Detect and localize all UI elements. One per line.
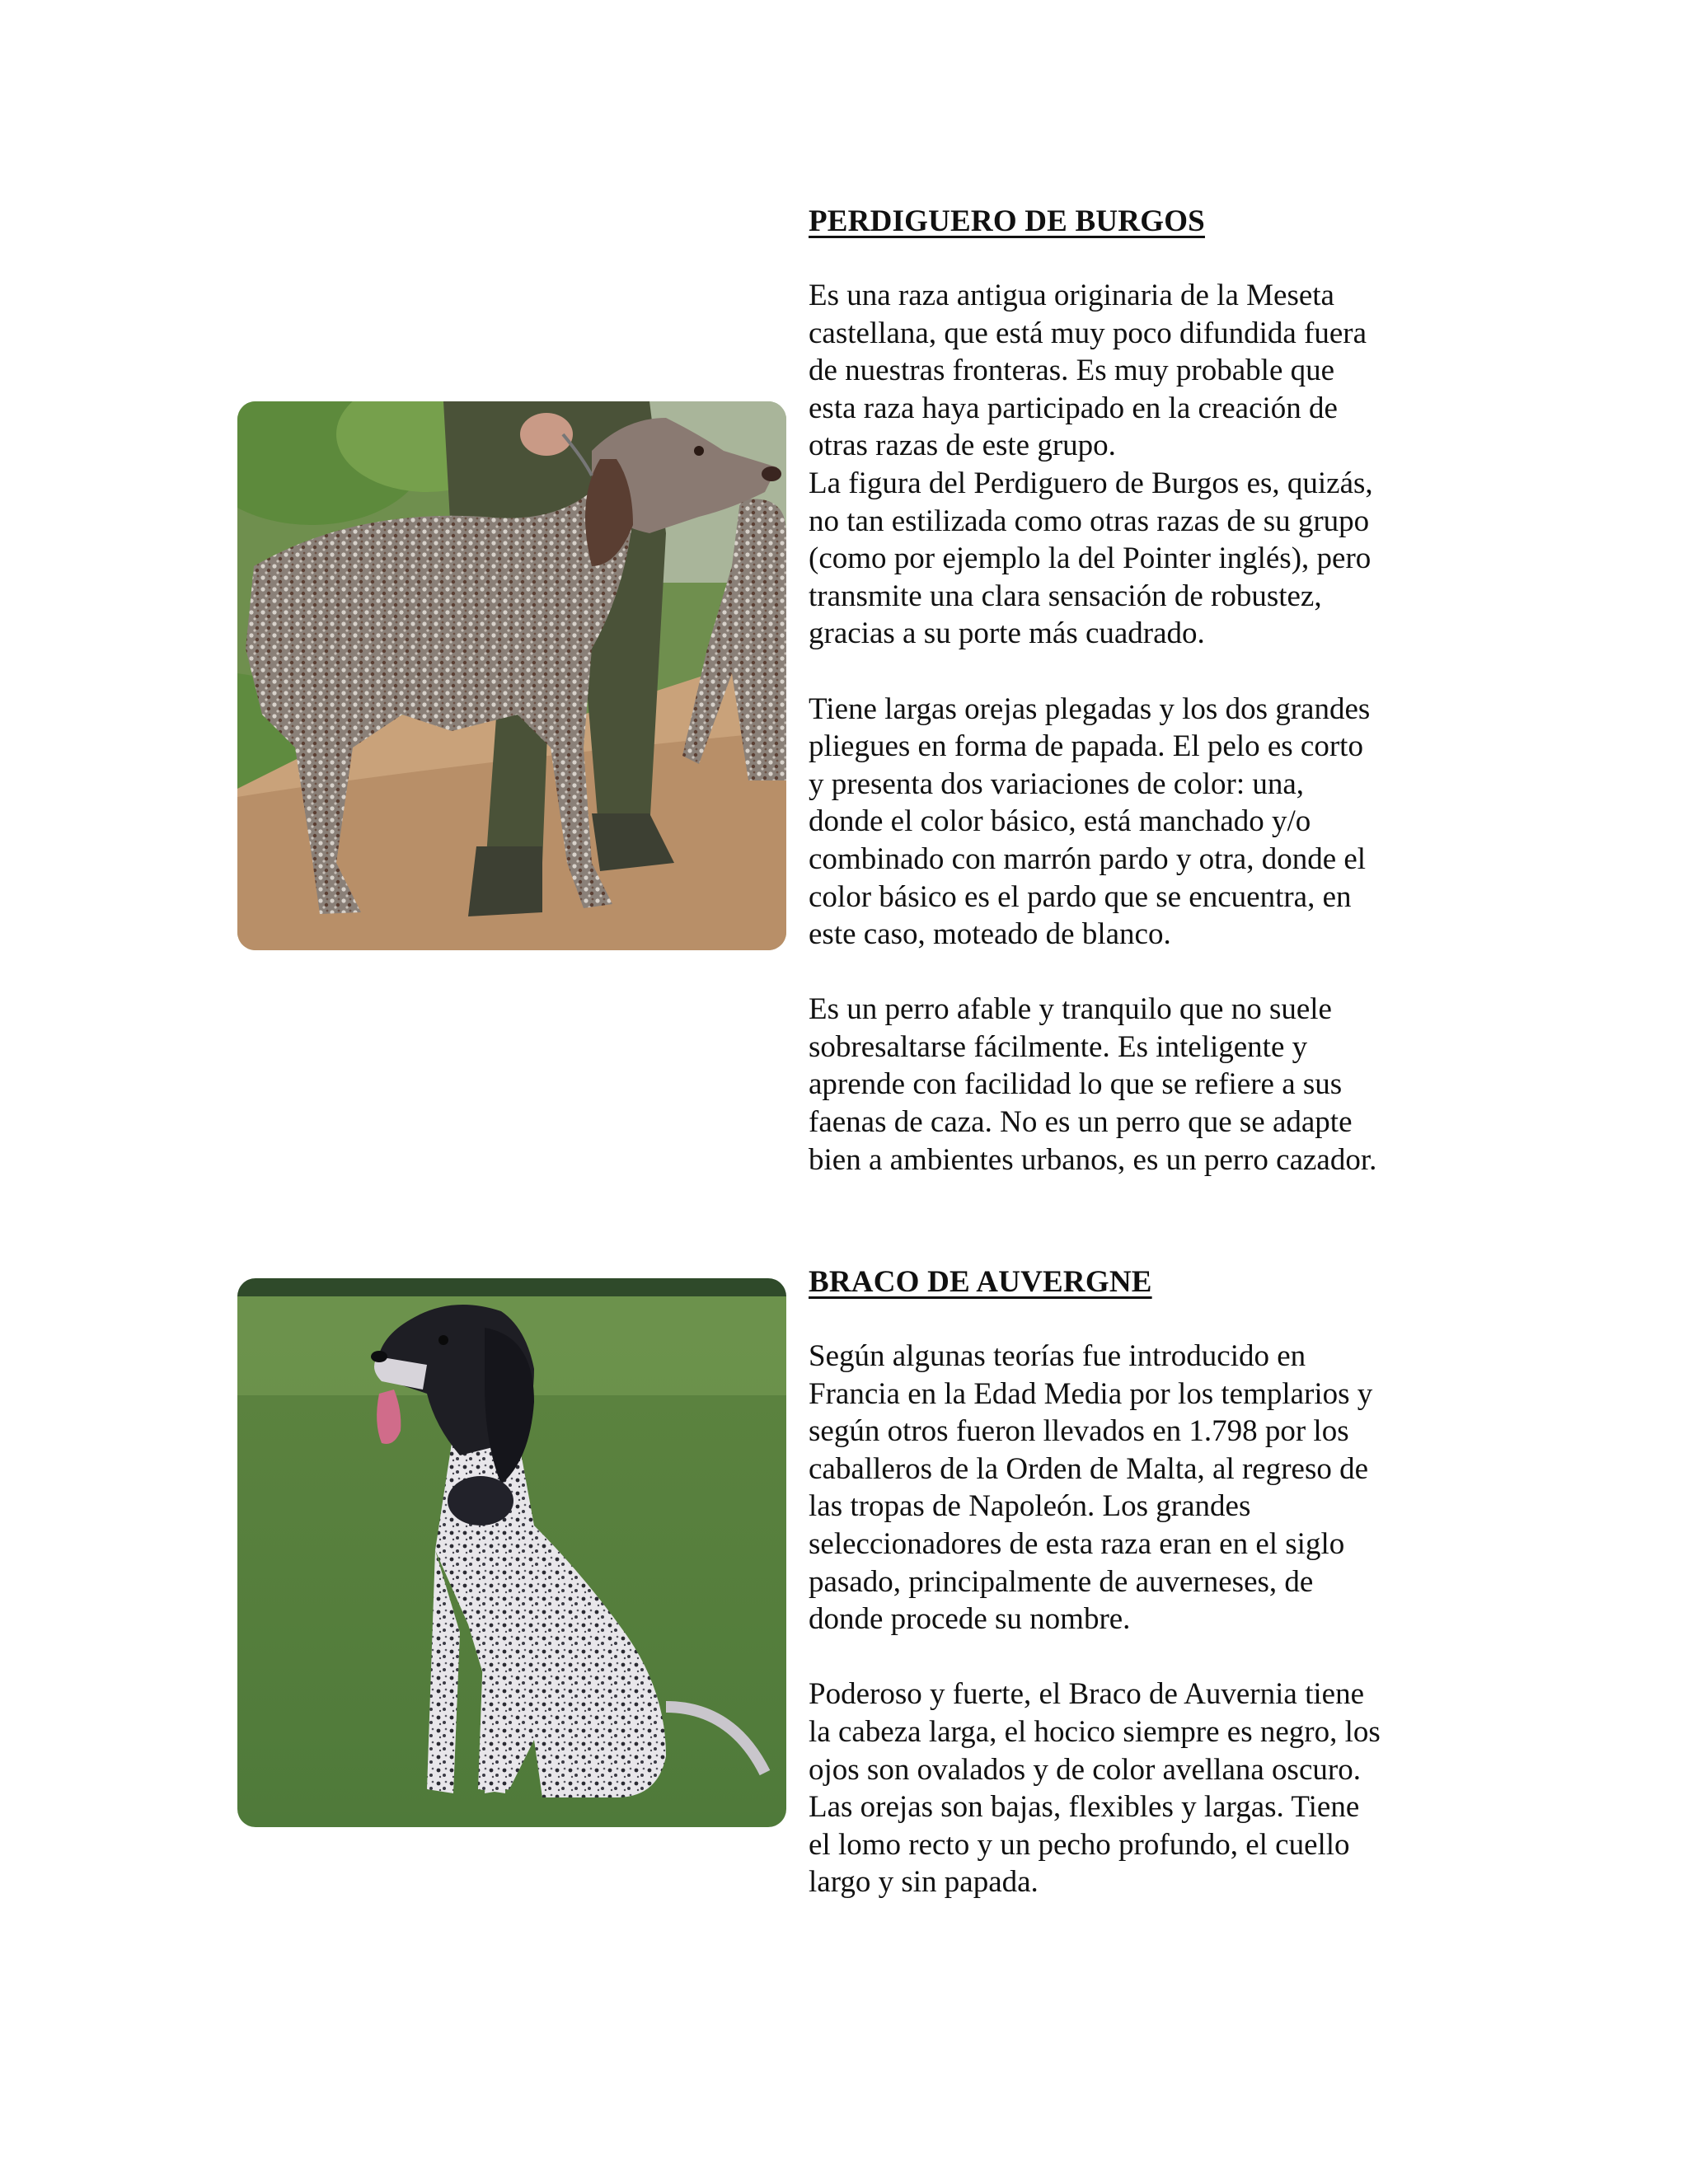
paragraph: Es un perro afable y tranquilo que no suele sobresaltarse fácilmente. Es inteligente y aprende con facilidad lo que se refiere a sus faenas de caza. No es un perro que se adapte bien a ambientes urbanos, es un perro cazador. xyxy=(809,992,1377,1177)
braco-photo xyxy=(237,1278,786,1827)
dog-photo-icon xyxy=(237,401,786,950)
perdiguero-text-column xyxy=(809,203,1468,1179)
section-title: PERDIGUERO DE BURGOS xyxy=(809,204,1205,238)
paragraph: Poderoso y fuerte, el Braco de Auvernia tiene la cabeza larga, el hocico siempre es negro, los ojos son ovalados y de color avellana oscuro. Las orejas son bajas, flexibles y largas. Tiene el lomo recto y un pecho profundo, el cuello largo y sin papada. xyxy=(809,1677,1381,1900)
paragraph: Según algunas teorías fue introducido en Francia en la Edad Media por los templarios y según otros fueron llevados en 1.798 por los caballeros de la Orden de Malta, al regreso de las tropas de Napoleón. Los grandes seleccionadores de esta raza eran en el siglo pasado, principalmente de auverneses, de donde procede su nombre. xyxy=(809,1339,1373,1637)
paragraph: Es una raza antigua originaria de la Meseta castellana, que está muy poco difundida fuera de nuestras fronteras. Es muy probable que esta raza haya participado en la creación de otras razas de este grupo. La figura del Perdiguero de Burgos es, quizás, no tan estilizada como otras razas de su grupo (como por ejemplo la del Pointer inglés), pero transmite una clara sensación de robustez, gracias a su porte más cuadrado. xyxy=(809,279,1373,651)
perdiguero-photo xyxy=(237,401,786,950)
paragraph: Tiene largas orejas plegadas y los dos grandes pliegues en forma de papada. El pelo es corto y presenta dos variaciones de color: una, donde el color básico, está manchado y/o combinado con marrón pardo y otra, donde el color básico es el pardo que se encuentra, en este caso, moteado de blanco. xyxy=(809,691,1371,952)
braco-text-column xyxy=(809,1263,1468,1901)
dog-photo-icon xyxy=(237,1278,786,1827)
section-title: BRACO DE AUVERGNE xyxy=(809,1265,1152,1299)
